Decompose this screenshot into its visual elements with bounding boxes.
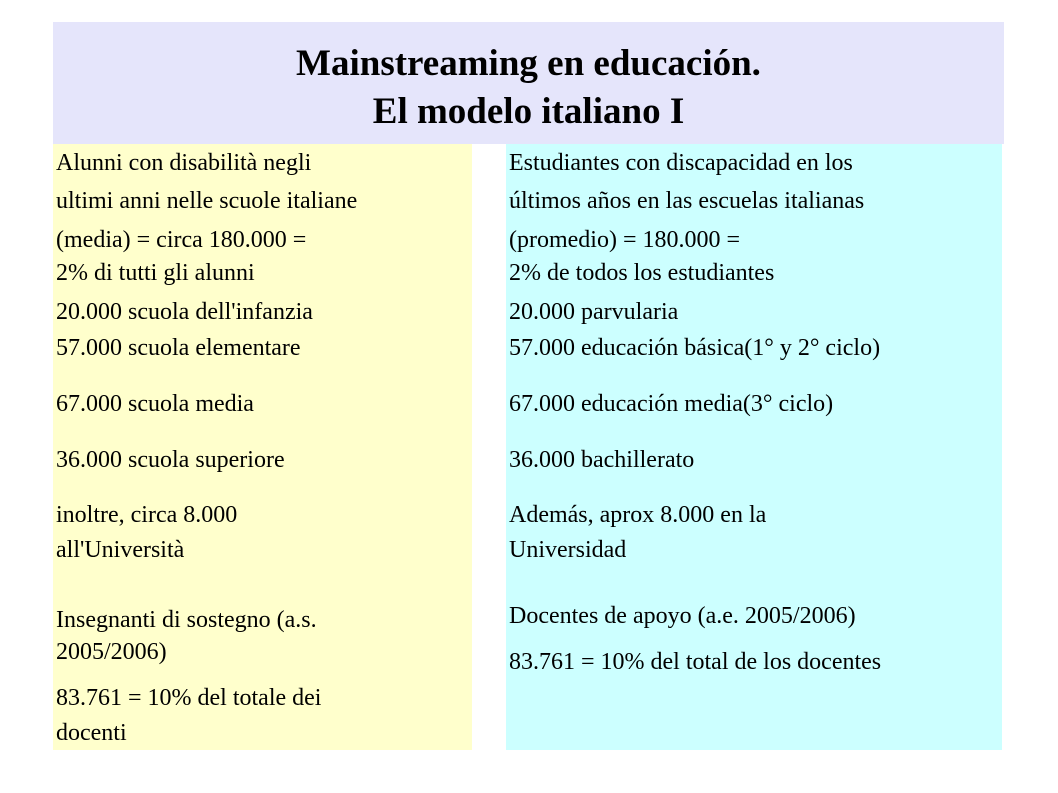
spanish-intro-line-2: últimos años en las escuelas italianas — [509, 188, 865, 214]
spanish-bachillerato: 36.000 bachillerato — [509, 447, 695, 473]
spanish-universidad-line-2: Universidad — [509, 537, 627, 563]
italian-universita-line-2: all'Università — [56, 537, 185, 563]
italian-sostegno-line-1: Insegnanti di sostegno (a.s. — [56, 607, 317, 633]
spanish-intro-line-1: Estudiantes con discapacidad en los — [509, 150, 853, 176]
italian-intro-line-1: Alunni con disabilità negli — [56, 150, 312, 176]
italian-column — [53, 144, 472, 750]
italian-infanzia: 20.000 scuola dell'infanzia — [56, 299, 313, 325]
spanish-universidad-line-1: Además, aprox 8.000 en la — [509, 502, 767, 528]
italian-media: 67.000 scuola media — [56, 391, 254, 417]
spanish-media: 67.000 educación media(3° ciclo) — [509, 391, 834, 417]
italian-intro-line-4: 2% di tutti gli alunni — [56, 260, 255, 286]
italian-sostegno-line-2: 2005/2006) — [56, 639, 167, 665]
italian-docenti-line-2: docenti — [56, 720, 127, 746]
spanish-docentes: 83.761 = 10% del total de los docentes — [509, 649, 882, 675]
spanish-parvularia: 20.000 parvularia — [509, 299, 679, 325]
title-line-1: Mainstreaming en educación. — [296, 43, 761, 84]
italian-docenti-line-1: 83.761 = 10% del totale dei — [56, 685, 322, 711]
italian-intro-line-3: (media) = circa 180.000 = — [56, 227, 307, 253]
italian-universita-line-1: inoltre, circa 8.000 — [56, 502, 238, 528]
italian-superiore: 36.000 scuola superiore — [56, 447, 285, 473]
slide-title — [53, 22, 1004, 144]
italian-elementare: 57.000 scuola elementare — [56, 335, 301, 361]
spanish-intro-line-4: 2% de todos los estudiantes — [509, 260, 775, 286]
spanish-column — [506, 144, 1002, 750]
title-line-2: El modelo italiano I — [372, 91, 685, 132]
spanish-basica: 57.000 educación básica(1° y 2° ciclo) — [509, 335, 881, 361]
spanish-apoyo: Docentes de apoyo (a.e. 2005/2006) — [509, 603, 856, 629]
spanish-intro-line-3: (promedio) = 180.000 = — [509, 227, 741, 253]
italian-intro-line-2: ultimi anni nelle scuole italiane — [56, 188, 358, 214]
